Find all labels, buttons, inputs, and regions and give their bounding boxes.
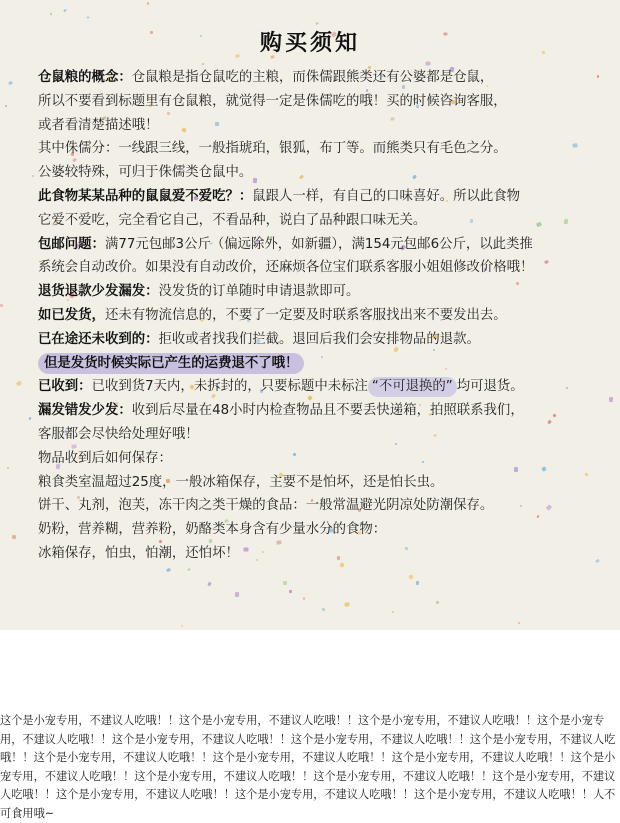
confetti-dot xyxy=(86,16,89,18)
confetti-dot xyxy=(344,602,350,607)
confetti-dot xyxy=(5,105,8,108)
notice-line-text: 没发货的订单随时申请退款即可。 xyxy=(158,284,360,300)
notice-line xyxy=(38,209,598,233)
notice-line-text: 或者看清楚描述哦！ xyxy=(38,117,159,133)
notice-line xyxy=(38,256,598,280)
notice-line-label: 漏发错发少发： xyxy=(38,403,132,419)
notice-line xyxy=(38,90,598,114)
confetti-dot xyxy=(315,22,319,25)
confetti-dot xyxy=(63,9,67,12)
notice-line xyxy=(38,518,598,542)
confetti-dot xyxy=(518,622,521,625)
notice-line-text: 拒收或者找我们拦截。退回后我们会安排物品的退款。 xyxy=(158,331,480,347)
notice-line-label: 仓鼠粮的概念： xyxy=(38,70,132,85)
confetti-dot xyxy=(8,81,13,85)
notice-line-text: 客服都会尽快给处理好哦！ xyxy=(38,426,199,442)
confetti-dot xyxy=(12,535,17,540)
notice-line-text: 其中侏儒分：一线跟三线，一般指琥珀，银狐，布丁等。而熊类只有毛色之分。 xyxy=(38,141,507,157)
notice-line xyxy=(38,114,598,138)
confetti-dot xyxy=(7,467,9,469)
notice-line xyxy=(38,375,598,399)
confetti-dot xyxy=(235,592,240,597)
notice-line xyxy=(38,542,598,566)
notice-line-label: 已收到： xyxy=(38,379,92,395)
confetti-dot xyxy=(392,611,394,613)
notice-line-text: 所以不要看到标题里有仓鼠粮，就觉得一定是侏儒吃的哦！买的时候咨询客服， xyxy=(38,93,507,109)
notice-line-text: 奶粉，营养糊，营养粉，奶酪类本身含有少量水分的食物： xyxy=(38,522,387,538)
confetti-dot xyxy=(435,600,439,604)
confetti-dot xyxy=(609,397,614,402)
notice-line-text: 满77元包邮3公斤（偏远除外，如新疆），满154元包邮6公斤，以此类推 xyxy=(104,236,533,252)
confetti-dot xyxy=(202,63,204,65)
notice-line-text: 粮食类室温超过25度，一般冰箱保存，主要不是怕坏，还是怕长虫。 xyxy=(38,474,444,490)
notice-line xyxy=(38,233,598,257)
confetti-dot xyxy=(207,582,211,587)
notice-line xyxy=(38,66,598,90)
notice-body xyxy=(38,66,598,566)
notice-line-text: 收到后尽量在48小时内检查物品且不要丢快递箱，拍照联系我们， xyxy=(131,403,524,419)
notice-line xyxy=(38,471,598,495)
confetti-dot xyxy=(166,568,171,572)
notice-line-text: 它爱不爱吃，完全看它自己，不看品种，说白了品种跟口味无关。 xyxy=(38,212,427,228)
notice-line-text: 冰箱保存，怕虫，怕潮，还怕坏！ xyxy=(38,545,239,561)
confetti-dot xyxy=(408,574,413,579)
pet-only-disclaimer: 这个是小宠专用，不建议人吃哦！！这个是小宠专用，不建议人吃哦！！这个是小宠专用，不建议人吃哦！！这个是小宠专用，不建议人吃哦！！这个是小宠专用，不建议人吃哦！！这个是小宠专用，不建议人吃哦！！这个是小宠专用，不建议人吃哦！！这个是小宠专用，不建议人吃哦！！这个是小宠专用，不建议人吃哦！！这个是小宠专用，不建议人吃哦！！这个是小宠专用，不建议人吃哦！！这个是小宠专用，不建议人吃哦！！这个是小宠专用，不建议人吃哦！！这个是小宠专用，不建议人吃哦！！这个是小宠专用，不建议人吃哦！！这个是小宠专用，不建议人吃哦！！这个是小宠专用，不建议人吃哦！！人不可食用哦~ xyxy=(0,714,616,820)
confetti-dot xyxy=(303,597,305,600)
confetti-dot xyxy=(181,625,184,628)
notice-line xyxy=(38,494,598,518)
notice-line-label: 此食物某某品种的鼠鼠爱不爱吃？： xyxy=(38,188,253,204)
non-returnable-tag: “不可退换的” xyxy=(368,377,457,397)
notice-line xyxy=(38,280,598,304)
notice-line xyxy=(38,352,598,376)
notice-line-text: 已收到货7天内，未拆封的，只要标题中未标注 xyxy=(91,379,368,395)
notice-line xyxy=(38,447,598,471)
notice-line-text: 仓鼠粮是指仓鼠吃的主粮，而侏儒跟熊类还有公婆都是仓鼠， xyxy=(131,70,494,85)
confetti-dot xyxy=(283,581,287,585)
confetti-dot xyxy=(147,2,150,6)
notice-line-label: 包邮问题： xyxy=(38,236,105,252)
confetti-dot xyxy=(322,608,326,612)
confetti-dot xyxy=(28,417,31,421)
notice-line xyxy=(38,328,598,352)
confetti-dot xyxy=(0,303,4,307)
notice-line-text: 饼干、丸剂，泡芙，冻干肉之类干燥的食品：一般常温避光阴凉处防潮保存。 xyxy=(38,498,494,514)
notice-title: 购买须知 xyxy=(259,31,360,56)
notice-line xyxy=(38,304,598,328)
notice-line-text: 物品收到后如何保存： xyxy=(38,450,172,466)
confetti-dot xyxy=(50,13,52,15)
notice-line xyxy=(38,399,598,423)
notice-line xyxy=(38,137,598,161)
confetti-dot xyxy=(16,381,22,387)
notice-line-text: 公婆较特殊，可归于侏儒类仓鼠中。 xyxy=(38,165,253,181)
confetti-dot xyxy=(416,581,419,585)
notice-line-label: 如已发货， xyxy=(38,307,105,323)
confetti-dot xyxy=(289,590,292,593)
notice-line-text: 均可退货。 xyxy=(456,379,524,395)
confetti-dot xyxy=(32,175,35,178)
notice-line-text: 鼠跟人一样，有自己的口味喜好。所以此食物 xyxy=(252,188,521,204)
notice-line xyxy=(38,423,598,447)
notice-line-text: 还未有物流信息的，不要了一定要及时联系客服找出来不要发出去。 xyxy=(104,307,507,323)
notice-line-label: 退货退款少发漏发： xyxy=(38,284,159,300)
notice-line xyxy=(38,161,598,185)
notice-line xyxy=(38,185,598,209)
confetti-dot xyxy=(187,568,190,571)
shipping-fee-warning: 但是发货时候实际已产生的运费退不了哦！ xyxy=(38,353,304,374)
notice-line-label: 已在途还未收到的： xyxy=(38,331,159,347)
notice-line-text: 系统会自动改价。如果没有自动改价，还麻烦各位宝们联系客服小姐姐修改价格哦！ xyxy=(38,260,534,276)
